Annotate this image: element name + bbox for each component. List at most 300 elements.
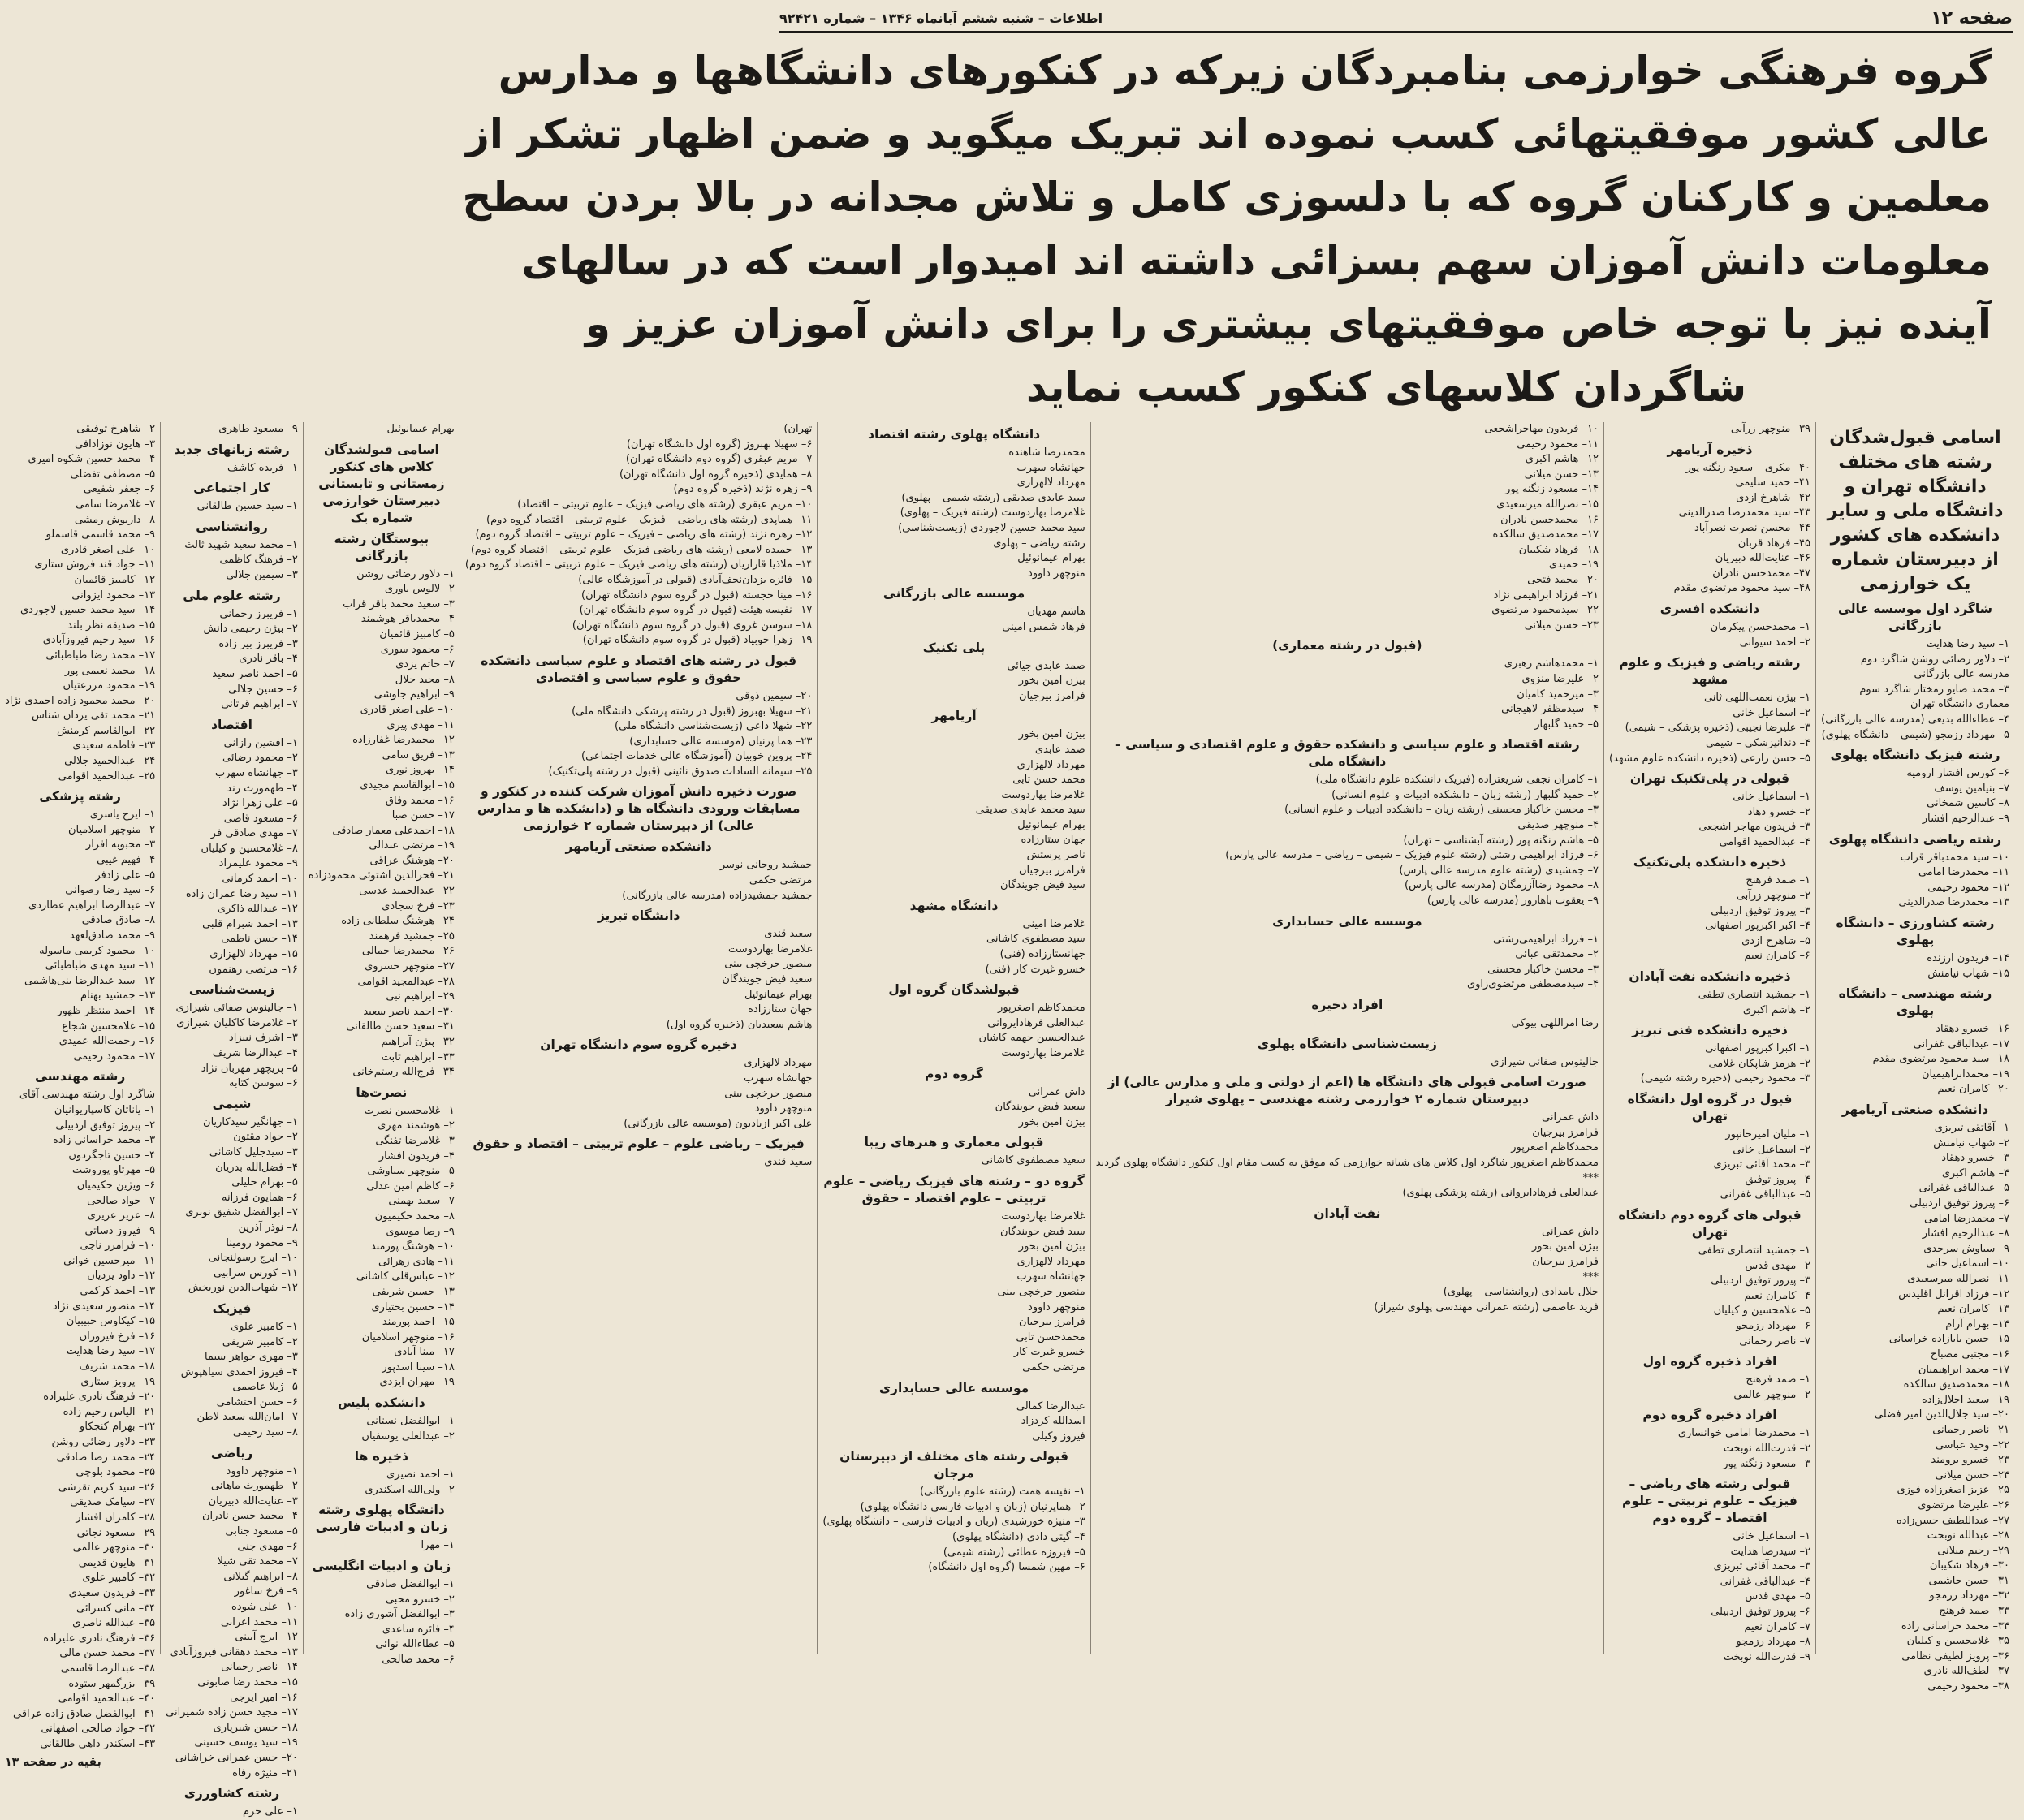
list-item: ۱۸– سید محمود مرتضوی مقدم — [1872, 1053, 2009, 1066]
list-item: ۹– عبدالرحیم افشار — [1922, 812, 2009, 825]
list-item: سعید قندی — [764, 1156, 813, 1169]
list-item: ۱– افشین رازانی — [223, 736, 298, 749]
list-item: ۱۷– حسن صبا — [391, 809, 455, 822]
list-item: فرامرز بیرجیان — [1019, 864, 1085, 877]
list-item: ۱۵– حسن بابازاده خراسانی — [1888, 1333, 2009, 1346]
list-item: ۲۲– بهرام کنجکاو — [80, 1421, 156, 1434]
list-item: ۱۲– سید عبدالرضا بنی‌هاشمی — [24, 974, 156, 987]
list-item: ۳– عنایت‌الله دبیریان — [208, 1494, 298, 1507]
list-item: ۶– حسین جلالی — [228, 683, 298, 696]
list-item: ۴۳– سید محمدرضا صدرالدینی — [1678, 507, 1811, 520]
list-item: ۱۶– مرتضی رهنمون — [209, 963, 298, 976]
list-item: ۳– محبوبه افراز — [85, 839, 156, 852]
list-item: ۹– ابراهیم جاوشی — [373, 688, 455, 701]
list-item: ۱۳– فریق سامی — [382, 748, 455, 761]
list-item: ۳۹– بزرگمهر ستوده — [68, 1677, 156, 1690]
list-item: منصور جرخچی بینی — [997, 1285, 1085, 1298]
list-item: ۱۲– ایرج آبینی — [235, 1631, 298, 1644]
list-item: ۱۷– محمد ابراهیمیان — [1918, 1363, 2009, 1376]
list-item: ۸– سید رحیمی — [232, 1426, 298, 1439]
list-item: ۳– محمد آقائی تبریزی — [1713, 1158, 1811, 1171]
list-item: ۲– شهاب نیامنش — [1933, 1136, 2009, 1149]
list-item: ۲۴– هوشنگ سلطانی زاده — [341, 915, 455, 928]
list-item: ۱۷– سید رضا هدایت — [66, 1345, 156, 1358]
list-item: ۹– رضا موسوی — [386, 1225, 455, 1238]
list-item: ۲– ولی‌الله اسکندری — [365, 1483, 455, 1496]
list-item: ۴– فیروز احمدی سیاهپوش — [180, 1365, 298, 1378]
list-item: ۱۴– منصور سعیدی نژاد — [52, 1300, 156, 1313]
list-item: ۴– فائزه ساعدی — [382, 1623, 455, 1636]
list-item: ۳۵– عبدالله ناصری — [72, 1617, 156, 1630]
list-item: ۸– محمود رضاآزرمگان (مدرسه عالی پارس) — [1405, 879, 1599, 892]
list-item: ۳– محسن خاکباز محسنی (رشته زبان – دانشکده ادبیات و علوم انسانی) — [1284, 804, 1599, 817]
list-item: ۵– مصطفی تفضلی — [70, 468, 156, 481]
list-item: ۱۶– مینا خجسته (قبول در گروه سوم دانشگاه تهران) — [581, 589, 813, 602]
list-item: ۲– هوشمند مهری — [378, 1119, 455, 1132]
list-item: ۹– محمود علیمراد — [218, 857, 298, 870]
list-item: ۴– سیدمظفر لاهیجانی — [1501, 703, 1599, 716]
list-item: ۲۰– هوشنگ عراقی — [369, 854, 455, 867]
section-heading: آریامهر — [931, 709, 977, 724]
list-item: ۱۰– سید محمدباقر قراب — [1900, 851, 2009, 864]
section-heading: رشته اقتصاد و علوم سیاسی و دانشکده حقوق و علوم اقتصادی و سیاسی – دانشگاه ملی — [1114, 737, 1580, 770]
list-item: ۲۵– عبدالحمید اقوامی — [58, 770, 156, 783]
list-item: ۱– منوچهر داوود — [226, 1464, 298, 1477]
list-item: ۷– امان‌الله سعید لاطن — [196, 1411, 298, 1424]
list-item: ۱۵– کیکاوس حبیبیان — [66, 1315, 156, 1328]
list-item: بیژن امین بخور — [1018, 675, 1085, 688]
section-heading: اسامی قبولشدگان کلاس های کنکور زمستانی و تابستانی دبیرستان خوارزمی شماره یک — [318, 442, 445, 525]
list-item: ۲۷– منوچهر خسروی — [365, 960, 455, 973]
list-item: ۱۸– فرهاد شکیبان — [1518, 543, 1599, 556]
section-heading: قبولی معماری و هنرهای زیبا — [864, 1135, 1044, 1150]
list-item: ۱۴– مسعود زنگنه پور — [1505, 483, 1599, 496]
list-item: ۱۳– احمد کرکمی — [80, 1285, 156, 1298]
list-item: ۱– اسماعیل خانی — [1733, 1530, 1811, 1543]
section-heading: صورت اسامی قبولی های دانشگاه ها (اعم از دولتی و ملی و مدارس عالی) از دبیرستان شماره ۲ خوارزمی رشته مهندسی – پهلوی شیراز — [1107, 1075, 1587, 1107]
list-item: ۱۳– کامران نعیم — [1937, 1303, 2009, 1316]
list-item: ۱۴– احمد منتظر ظهور — [57, 1004, 156, 1017]
section-heading: اقتصاد — [211, 717, 252, 732]
section-heading: ذخیره گروه سوم دانشگاه تهران — [540, 1037, 737, 1053]
list-item: ۳– جهانشاه سهرب — [214, 766, 298, 779]
list-item: مهرداد لالهزاری — [1016, 477, 1085, 490]
list-item: اسدالله کردزاد — [1021, 1415, 1085, 1428]
list-item: ۵– مهدی قدس — [1745, 1590, 1811, 1603]
list-item: ۱۲– عبدالله ذاکری — [217, 903, 298, 916]
continued-note: بقیه در صفحه ۱۳ — [5, 1756, 101, 1770]
list-item: ۳۱– هایون قدیمی — [78, 1556, 156, 1569]
list-item: ۴– محمد حسن نادران — [201, 1510, 298, 1523]
list-item: ۲۱– ناصر رحمانی — [1932, 1423, 2009, 1436]
list-item: بیژن امین بخور — [1018, 728, 1085, 741]
list-item: ۱۹– محمود مزرعتیان — [63, 679, 156, 692]
list-item: ۲– لالوس یاوری — [384, 583, 455, 596]
list-item: ۹– محمد قاسمی قاسملو — [45, 528, 156, 541]
list-item: سعید قندی — [764, 928, 813, 941]
headline-line: معلمین و کارکنان گروه که با دلسوزی کامل و تلاش مجدانه در بالا بردن سطح — [462, 174, 1992, 221]
list-item: فرهاد شمس امینی — [1002, 620, 1085, 633]
list-item: ۴۷– محمدحسن نادران — [1712, 567, 1811, 580]
list-item: ۲– مهدی قدس — [1745, 1259, 1811, 1272]
list-item: خسرو غیرت کار (فنی) — [985, 963, 1085, 976]
section-heading: رشته علوم ملی — [183, 588, 281, 603]
list-item: منوچهر داوود — [1028, 567, 1085, 580]
list-item: داش عمرانی — [1542, 1111, 1599, 1124]
list-item: منصور جرخچی بینی — [724, 1087, 813, 1100]
list-item: جمشید روحانی نوسر — [719, 859, 813, 872]
list-item: ۱۳– احمد شبرام قلبی — [202, 917, 298, 930]
list-item: ۱– فریده کاشف — [227, 461, 298, 474]
list-item: ۱۶– محمد وفاق — [385, 794, 455, 807]
section-heading: رشته زبانهای جدید — [174, 442, 290, 457]
list-item: رشته ریاضی – پهلوی — [993, 537, 1085, 550]
list-item: ۱– یاناتان کاسپاریوانیان — [54, 1103, 156, 1116]
list-item: عبدالعلی فرهادایروانی — [987, 1016, 1085, 1029]
list-item: ۲۴– پروین خوبیان (آموزشگاه عالی خدمات اجتماعی) — [581, 750, 813, 763]
list-item: ۱۰– هوشنگ پورمند — [370, 1240, 455, 1253]
list-item: ۲۲– سیدمحمود مرتضوی — [1491, 604, 1599, 617]
list-item: ۱۷– محمدصدیق سالکده — [1492, 528, 1599, 541]
list-item: ۴۸– سید محمود مرتضوی مقدم — [1673, 582, 1811, 595]
list-item: ۹– سیاوش سرحدی — [1923, 1242, 2009, 1255]
list-item: ۳– فریدون مهاجر اشجعی — [1698, 821, 1811, 834]
list-item: ۱– دلاور رضائی روشن — [356, 567, 455, 580]
list-item: ۹– قدرت‌الله نوبخت — [1723, 1650, 1811, 1663]
section-heading: افراد ذخیره گروه دوم — [1642, 1408, 1777, 1423]
list-item: ۷– حاتم یزدی — [395, 658, 455, 671]
list-item: ۲– اسماعیل خانی — [1733, 706, 1811, 719]
list-item: ۲۶– محمدرضا جمالی — [361, 945, 455, 958]
list-item: سید مصطفوی کاشانی — [986, 933, 1085, 946]
list-item: ۳۱– سعید حسن طالقانی — [346, 1020, 455, 1033]
list-item: معماری دانشگاه تهران — [1910, 698, 2009, 711]
list-item: ۲۱– منیژه رفاه — [232, 1766, 298, 1779]
list-item: ۱۵– فائزه یزدان‌نجف‌آبادی (قبولی در آموزشگاه عالی) — [578, 573, 813, 586]
newspaper-page — [5, 0, 2024, 1818]
list-item: ۵– علی زادفر — [95, 869, 156, 882]
list-item: ۱۶– منوچهر اسلامیان — [361, 1330, 455, 1343]
list-item: ۷– غلامرضا سامی — [76, 498, 156, 511]
section-heading: رشته مهندسی – دانشگاه پهلوی — [1838, 986, 1992, 1019]
list-item: ۱۶– خسرو دهقاد — [1936, 1023, 2009, 1036]
section-heading: ذخیره ها — [354, 1449, 408, 1464]
list-item: ۱۱– جواد قند فروش ستاری — [34, 559, 156, 571]
list-item: ۵– هاشم زنگنه پور (رشته آبشناسی – تهران) — [1403, 834, 1599, 847]
section-heading: قبولی های گروه دوم دانشگاه تهران — [1618, 1207, 1802, 1240]
list-item: ۳۹– منوچهر زرآبی — [1730, 423, 1811, 435]
list-item: ۱۰– احمد کرمانی — [222, 873, 298, 886]
list-item: ۱– غلامحسین نصرت — [364, 1104, 455, 1117]
list-item: خسرو غیرت کار — [1013, 1346, 1085, 1359]
list-item: ۳۳– ابراهیم ثابت — [381, 1050, 455, 1063]
list-item: ۱۸– احمدعلی معمار صادقی — [332, 824, 455, 837]
list-item: ۲۹– ابراهیم نبی — [386, 990, 455, 1003]
page-number: صفحه ۱۲ — [1931, 7, 2013, 28]
list-item: ۱۵– شهاب نیامنش — [1927, 967, 2009, 980]
column-5 — [460, 422, 818, 1654]
list-item: ۲– حمید گلبهار (رشته زبان – دانشکده ادبیات و علوم انسانی) — [1331, 788, 1599, 801]
list-item: ۴– عبدالباقی غفرانی — [1720, 1575, 1811, 1588]
list-item: ۲– اسماعیل خانی — [1733, 1143, 1811, 1156]
section-heading: زیست‌شناسی — [188, 982, 275, 998]
list-item: ۲۲– شهلا داعی (زیست‌شناسی دانشگاه ملی) — [615, 720, 813, 733]
headline — [462, 39, 1992, 419]
column-1 — [1815, 422, 2014, 1693]
section-heading: زبان و ادبیات انگلیسی — [312, 1559, 451, 1574]
list-item: ۱– اسماعیل خانی — [1733, 791, 1811, 804]
list-item: ۳– خسرو دهقاد — [1941, 1152, 2009, 1165]
list-item: ۱۷– محمد رضا طباطبائی — [45, 649, 156, 662]
list-item: بهرام عیمانوئیل — [386, 423, 455, 435]
list-item: ۱– سید حسین طالقانی — [196, 500, 298, 513]
list-item: ۱۱– سید مهدی طباطبائی — [45, 960, 156, 973]
list-item: فرامرز بیرجیان — [1019, 689, 1085, 702]
list-item: ۱۲– شهاب‌الدین نوربخش — [188, 1282, 298, 1295]
list-item: ۱۱– مهدی پیری — [386, 718, 455, 731]
list-item: ۲– کامبیز شریفی — [222, 1335, 298, 1348]
list-item: ۲– هماپرنیان (زبان و ادبیات فارسی دانشگاه پهلوی) — [860, 1500, 1085, 1513]
list-item: فرید عاصمی (رشته عمرانی مهندسی پهلوی شیراز) — [1374, 1300, 1599, 1313]
list-item: مرتضی حکمی — [1022, 1361, 1085, 1374]
section-heading: ذخیره دانشکده فنی تبریز — [1632, 1023, 1788, 1038]
section-heading: دانشکده صنعتی آریامهر — [565, 839, 712, 855]
section-heading: دانشگاه پهلوی رشته اقتصاد — [868, 427, 1041, 442]
list-item: ۱– کامران نجفی شریعتزاده (فیزیک دانشکده علوم دانشگاه ملی) — [1315, 774, 1599, 787]
list-item: ۱۵– صدیقه نظر بلند — [67, 619, 156, 632]
list-item: ۲– منوچهر اسلامیان — [67, 823, 156, 836]
list-item: ۲۰– فرهنگ نادری علیزاده — [43, 1391, 156, 1404]
list-item: ۴۶– عنایت‌الله دبیریان — [1715, 552, 1811, 565]
list-item: سعید مصطفوی کاشانی — [981, 1154, 1085, 1167]
list-item: ۱۰– ایرج رسولنجانی — [208, 1252, 298, 1265]
list-item: ۱– فرزاد ابراهیمی‌رشتی — [1493, 933, 1599, 946]
list-item: ۴– دندانپزشکی – شیمی — [1706, 736, 1811, 749]
list-item: ۷– بنیامین یوسف — [1934, 782, 2009, 795]
list-item: ۴– فهیم غیبی — [97, 854, 156, 867]
list-item: محمدحسن تابی — [1016, 1330, 1085, 1343]
list-item: ناصر پرستش — [1026, 849, 1085, 862]
list-item: ۱– آقاتقی تبریزی — [1934, 1122, 2009, 1135]
masthead-bar — [779, 5, 2013, 33]
list-item: ۱۴– حسن ناظمی — [221, 933, 298, 946]
list-item: ۷– عبدالرضا ابراهیم عطاردی — [28, 899, 156, 912]
section-heading: ذخیره دانشکده پلی‌تکنیک — [1633, 855, 1787, 870]
list-item: ۶– محمود سوری — [380, 643, 455, 656]
list-item: سید محمد حسین لاجوردی (زیست‌شناسی) — [898, 521, 1085, 534]
list-item: ۲۴– عبدالحمید جلالی — [64, 755, 156, 768]
list-item: ۱۹– زهرا خوبیاد (قبول در گروه سوم دانشگاه تهران) — [582, 634, 813, 647]
list-item: منصور جرخچی بینی — [724, 958, 813, 971]
list-item: ۲– دلاور رضائی روشن شاگرد دوم — [1860, 653, 2009, 666]
list-item: ۲– منوچهر عالمی — [1733, 1388, 1811, 1401]
list-item: ۱۰– محمود کریمی ماسوله — [39, 944, 156, 957]
section-heading: دانشکده افسری — [1659, 601, 1760, 616]
section-heading: گروه دوم — [925, 1066, 983, 1081]
list-item: ۲۵– جمشید فرهمند — [369, 929, 455, 942]
list-item: ۱– کامبیز علوی — [231, 1320, 298, 1333]
list-item: ۴– کامران نعیم — [1744, 1289, 1811, 1302]
list-item: ۶– همایون فرزانه — [222, 1191, 298, 1204]
list-item: ۴۱– ابوالفضل صادق زاده عراقی — [12, 1707, 156, 1720]
headline-line: معلومات دانش آموزان سهم بسزائی داشته اند امیدوار است که در سالهای — [521, 237, 1992, 284]
list-item: ۳۰– منوچهر عالمی — [72, 1542, 156, 1555]
list-item: ۶– پیروز توفیق اردبیلی — [1711, 1606, 1811, 1619]
list-item: مهرداد لالهزاری — [1016, 1255, 1085, 1268]
list-item: ۴۲– جواد صالحی اصفهانی — [41, 1723, 156, 1736]
list-item: ۳۰– فرهاد شکیبان — [1929, 1559, 2009, 1572]
list-item: ۱۵– احمد پورمند — [382, 1316, 455, 1329]
list-item: ۱۷– مینا آبادی — [394, 1346, 455, 1359]
section-heading: نفت آبادان — [1314, 1205, 1381, 1221]
list-item: ۲۲– عبدالحمید عدسی — [359, 885, 455, 898]
list-item: ۳– سیمین جلالی — [226, 568, 298, 581]
list-item: ۱۵– نصرالله میرسعیدی — [1496, 498, 1599, 511]
list-item: ۲۳– حسن میلانی — [1524, 619, 1599, 632]
list-item: ۳– محمد خراسانی زاده — [52, 1134, 156, 1147]
list-item: ۴– سیدمصطفی مرتضوی‌زاوی — [1466, 978, 1599, 991]
list-item: محمدکاظم اصغرپور شاگرد اول کلاس های شبانه خوارزمی که موفق به کسب مقام اول کنکور دانشگاه پهلوی گردید — [1095, 1156, 1599, 1169]
list-item: غلامرضا بهاردوست — [727, 942, 813, 955]
list-item: ۱۱– نصرالله میرسعیدی — [1907, 1273, 2009, 1285]
list-item: ۳۴– فرج‌الله رستم‌خانی — [352, 1066, 455, 1079]
list-item: جلال بامدادی (روانشناسی – پهلوی) — [1443, 1286, 1599, 1299]
list-item: ۲۰– کامران نعیم — [1937, 1083, 2009, 1096]
list-item: ۴– فضل‌الله بدریان — [215, 1161, 298, 1174]
list-item: جهانستارزاده (فنی) — [999, 948, 1085, 961]
list-item: ۸– عزیز عزیزی — [87, 1210, 156, 1223]
list-item: ۸– داریوش رمشی — [74, 513, 156, 526]
article-columns — [5, 422, 2014, 1818]
section-heading: قبولی در پلی‌تکنیک تهران — [1629, 771, 1790, 787]
section-heading: موسسه عالی بازرگانی — [883, 586, 1025, 602]
list-item: ۷– جواد صالحی — [87, 1194, 156, 1207]
column-7 — [160, 422, 303, 1818]
list-item: ۵– عبدالباقی غفرانی — [1720, 1188, 1811, 1201]
list-item: *** — [1582, 1270, 1599, 1283]
list-item: ۱۴– حسین بختیاری — [371, 1300, 455, 1313]
list-item: ۲– منوچهر زرآبی — [1736, 890, 1811, 903]
section-heading: دانشکده صنعتی آریامهر — [1841, 1102, 1989, 1118]
list-item: ۲۳– فرخ سجادی — [382, 899, 455, 912]
list-item: ۸– کاسین شمخانی — [1927, 797, 2009, 810]
list-item: ۲۴– محمد رضا صادقی — [56, 1451, 156, 1464]
list-item: ۱۹– سید یوسف حسینی — [194, 1736, 298, 1749]
list-item: ۷– محمد تقی شیلا — [217, 1555, 298, 1568]
list-item: ۲۵– سیمانه الساداث صدوق نائینی (قبول در رشته پلی‌تکنیک) — [548, 765, 813, 778]
section-heading: رشته ریاضی و فیزیک و علوم مشهد — [1619, 655, 1801, 688]
column-4 — [817, 422, 1090, 1654]
section-heading: دانشگاه تبریز — [597, 908, 680, 924]
list-item: ۲۱– فخرالدین آشتوئی محمودزاده — [308, 869, 455, 882]
list-item: ۲۹– مسعود نجاتی — [76, 1526, 156, 1539]
list-item: ۳– منیژه خورشیدی (زبان و ادبیات فارسی – دانشگاه پهلوی) — [822, 1516, 1085, 1529]
list-item: ۹– مسعود طاهری — [218, 423, 298, 435]
list-item: ۴– حسین تاجگردون — [68, 1149, 156, 1162]
headline-line: عالی کشور موفقیتهائی کسب نموده اند تبریک میگوید و ضمن اظهار تشکر از — [466, 110, 1992, 157]
list-item: ۱۶– فرخ فیروزان — [79, 1330, 156, 1343]
list-item: ۶– کامران نعیم — [1744, 950, 1811, 963]
list-item: ۱– فریبرز رحمانی — [219, 607, 298, 620]
list-item: ۱– احمد نصیری — [386, 1469, 455, 1481]
list-item: ۳– مهری جواهر سیما — [204, 1351, 298, 1364]
list-item: ۱– محمدرضا امامی خوانساری — [1677, 1427, 1811, 1440]
list-item: ۱۴– ناصر رحمانی — [221, 1661, 298, 1674]
section-heading: افراد ذخیره گروه اول — [1642, 1354, 1777, 1369]
headline-line: شاگردان کلاسهای کنکور کسب نماید — [1025, 364, 1747, 411]
list-item: ۸– عبدالرحیم افشار — [1922, 1227, 2009, 1240]
list-item: ۲– هاشم اکبری — [1742, 1003, 1811, 1016]
list-item: هاشم سعیدیان (ذخیره گروه اول) — [666, 1018, 813, 1031]
list-item: ۱– محمدحسن پیکرمان — [1710, 620, 1811, 633]
list-item: ۶– مهدی جنی — [237, 1540, 298, 1553]
list-item: بهرام عیمانوئیل — [1017, 818, 1085, 831]
list-item: ۱– جالینوس صفائی شیرازی — [175, 1002, 298, 1015]
list-item: ۲– فرهنگ کاظمی — [219, 554, 298, 567]
list-item: جمشید جمشیدزاده (مدرسه عالی بازرگانی) — [622, 889, 813, 902]
list-item: رضا امراللهی بیوکی — [1511, 1017, 1599, 1029]
section-heading: بیوستگان رشته بازرگانی — [334, 531, 429, 563]
list-item: عبدالعلی فرهادایروانی (رشته پزشکی پهلوی) — [1402, 1187, 1599, 1200]
list-item: ۶– فرزاد ابراهیمی رشتی (رشته علوم فیزیک – شیمی – ریاضی – مدرسه عالی پارس) — [1225, 849, 1599, 862]
section-heading: (قبول در رشته معماری) — [1272, 638, 1422, 653]
list-item: ۳– محمود رحیمی (ذخیره رشته شیمی) — [1640, 1072, 1811, 1085]
list-item: ۶– کاظم امین عدلی — [366, 1180, 455, 1192]
list-item: ۴۴– محسن نصرت نصرآباد — [1694, 521, 1811, 534]
list-item: ۴– پیروز توفیق — [1745, 1173, 1811, 1186]
column-2 — [1603, 422, 1815, 1663]
list-item: ۲۸– عبدالمجید اقوامی — [357, 975, 455, 988]
list-item: ۱۴– بهرام آرام — [1945, 1318, 2009, 1330]
list-item: ۶– مهین شمسا (گروه اول دانشگاه) — [928, 1561, 1085, 1574]
list-item: ۳– غلامرضا تفنگی — [375, 1134, 455, 1147]
list-item: ۶– پیروز توفیق اردبیلی — [1910, 1197, 2009, 1210]
list-item: ۳۸– محمود رحیمی — [1927, 1680, 2009, 1693]
list-item: ۲– محمدتقی عبائی — [1515, 948, 1599, 961]
list-item: ۳۰– احمد ناصر سعید — [363, 1005, 455, 1018]
list-item: ۱۷– مجید حسن زاده شمیرانی — [166, 1706, 298, 1719]
list-item: ۶– مهرداد رزمجو — [1736, 1319, 1811, 1332]
list-item: جهان ستارزاده — [748, 1003, 813, 1016]
list-item: ۲۳– دلاور رضائی روشن — [51, 1436, 156, 1448]
list-item: ۲– غلامرضا کاکلیان شیرازی — [176, 1016, 298, 1029]
list-item: ۵– ژیلا عاصمی — [232, 1381, 298, 1394]
list-item: ۵– حسن زارعی (ذخیره دانشکده علوم مشهد) — [1608, 752, 1811, 765]
list-item: ۱۹– مهران ایزدی — [379, 1376, 455, 1389]
list-item: ۸– غلامحسین و کیلیان — [201, 842, 298, 855]
list-item: ۱۵– محمد رضا صابونی — [197, 1676, 298, 1688]
section-heading: ریاضی — [210, 1445, 253, 1460]
section-heading: رشته ریاضی دانشگاه پهلوی — [1828, 831, 2002, 847]
section-heading: نصرت‌ها — [356, 1085, 408, 1100]
list-item: هاشم مهدیان — [1027, 606, 1085, 619]
list-item: ۱۳– محمدرضا صدرالدینی — [1898, 896, 2009, 909]
list-item: سید فیض جویندگان — [999, 879, 1085, 892]
list-item: ۱۶– رحمت‌الله عمیدی — [58, 1035, 156, 1048]
list-item: ۱۰– اسماعیل خانی — [1926, 1257, 2009, 1270]
list-item: مدرسه عالی بازرگانی — [1914, 668, 2009, 681]
list-item: ۱– صمد فرهنج — [1746, 1374, 1811, 1387]
list-item: ۲– پیروز توفیق اردبیلی — [55, 1119, 156, 1132]
list-item: ۱۶– سید رحیم فیروزآبادی — [42, 634, 156, 647]
list-item: ۴– اکبر اکبرپور اصفهانی — [1705, 920, 1811, 933]
list-item: ۶– سهیلا بهبروز (گروه اول دانشگاه تهران) — [626, 438, 813, 451]
list-item: ۳– پیروز توفیق اردبیلی — [1711, 1274, 1811, 1287]
list-item: ۶– جعفر شفیعی — [83, 483, 156, 496]
list-item: سعید فیض جویندگان — [995, 1101, 1085, 1114]
list-item: ۱۱– محمود رحیمی — [1517, 438, 1599, 451]
list-item: ۶– حسن احتشامی — [216, 1395, 298, 1408]
